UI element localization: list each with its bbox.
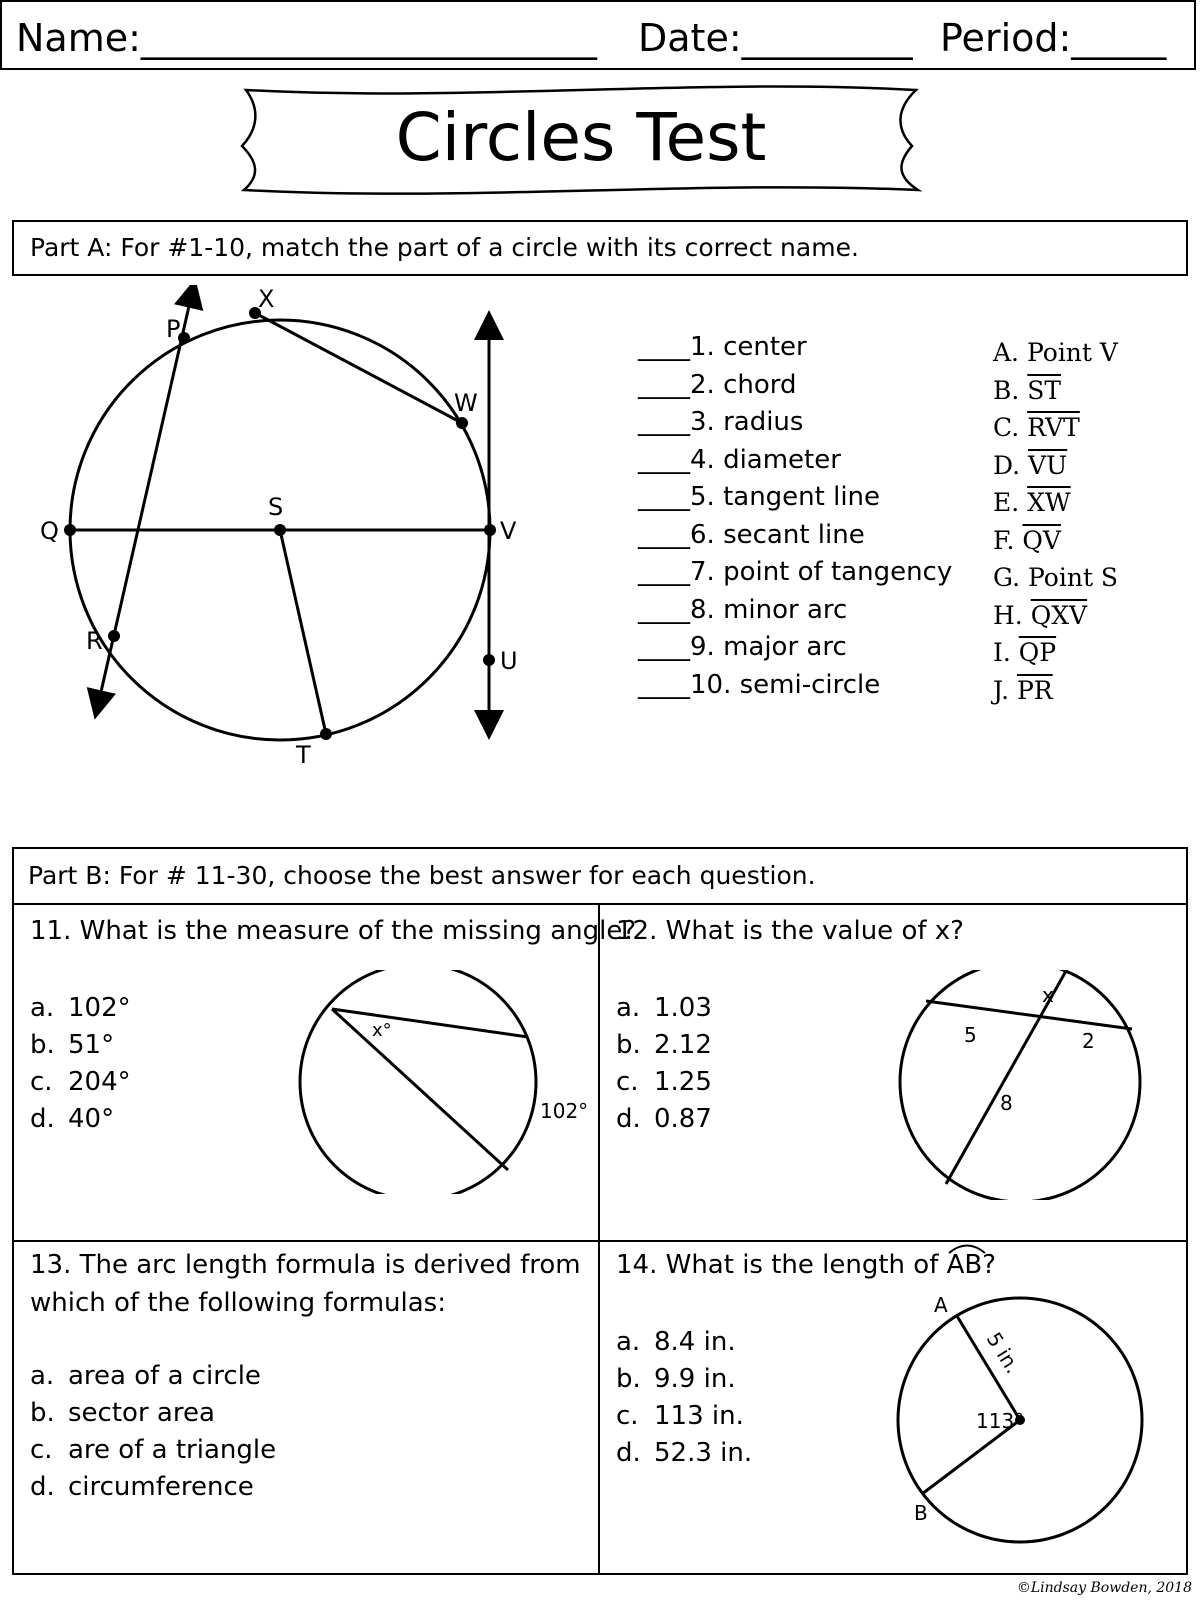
q12-question: 12. What is the value of x? xyxy=(616,916,964,946)
matching-item[interactable]: ____8. minor arc xyxy=(638,594,848,625)
matching-item[interactable]: ____1. center xyxy=(638,332,807,362)
q13-question-line1: 13. The arc length formula is derived from xyxy=(30,1250,581,1280)
matching-item[interactable]: ____6. secant line xyxy=(638,519,865,550)
answer-option[interactable]: b. 2.12 xyxy=(616,1030,712,1060)
answer-option[interactable]: d. 0.87 xyxy=(616,1104,712,1134)
q11-chord-1 xyxy=(332,1009,528,1037)
q11-question: 11. What is the measure of the missing angle? xyxy=(30,916,637,946)
point-v xyxy=(484,524,496,536)
matching-choice: A. Point V xyxy=(993,338,1118,367)
answer-option[interactable]: a. 8.4 in. xyxy=(616,1327,736,1357)
answer-option[interactable]: d. circumference xyxy=(30,1472,254,1502)
matching-item[interactable]: ____5. tangent line xyxy=(638,482,881,512)
label-p: P xyxy=(166,315,181,343)
q14-angle-label: 113° xyxy=(976,1409,1025,1433)
label-u: U xyxy=(500,647,518,675)
answer-option[interactable]: b. 51° xyxy=(30,1030,115,1060)
title-banner xyxy=(236,84,926,196)
q12-label-5: 5 xyxy=(964,1023,977,1047)
answer-option[interactable]: a. area of a circle xyxy=(30,1361,261,1391)
answer-option[interactable]: b. sector area xyxy=(30,1398,215,1428)
answer-option[interactable]: c. 113 in. xyxy=(616,1401,744,1431)
label-t: T xyxy=(296,741,311,769)
matching-choice: H. $\overline{QXV}$ xyxy=(993,600,1088,630)
label-q: Q xyxy=(40,517,59,545)
answer-option[interactable]: c. are of a triangle xyxy=(30,1435,277,1465)
q14-arc-notation: AB xyxy=(947,1246,983,1284)
point-w xyxy=(456,417,468,429)
matching-choice: E. $\overline{XW}$ xyxy=(993,488,1071,517)
q11-circle xyxy=(300,970,536,1194)
matching-item[interactable]: ____2. chord xyxy=(638,369,797,400)
q14-diagram xyxy=(890,1290,1150,1550)
matching-choice: F. $\overline{QV}$ xyxy=(993,525,1061,555)
matching-choice: C. $\overline{RVT}$ xyxy=(993,413,1080,442)
matching-choice: J. $\overline{PR}$ xyxy=(993,675,1053,705)
q14-question-prefix: 14. What is the length of xyxy=(616,1250,947,1280)
label-v: V xyxy=(500,517,517,545)
copyright-notice: ©Lindsay Bowden, 2018 xyxy=(1016,1580,1192,1596)
q11-chord-2 xyxy=(332,1009,508,1170)
arc-mark-icon xyxy=(947,1242,987,1254)
answer-option[interactable]: c. 1.25 xyxy=(616,1067,712,1097)
part-a-instructions: Part A: For #1-10, match the part of a circle with its correct name. xyxy=(12,220,1188,276)
q14-label-a: A xyxy=(934,1293,948,1317)
q14-radius-label: 5 in. xyxy=(981,1327,1026,1378)
answer-option[interactable]: d. 40° xyxy=(30,1104,115,1134)
answer-option[interactable]: a. 102° xyxy=(30,993,131,1023)
answer-option[interactable]: d. 52.3 in. xyxy=(616,1438,753,1468)
radius-st xyxy=(280,530,326,734)
part-b-instructions: Part B: For # 11-30, choose the best answer for each question. xyxy=(12,847,1188,905)
period-field[interactable]: Period:_____ xyxy=(940,16,1167,60)
q12-label-x: x xyxy=(1042,983,1054,1007)
matching-item[interactable]: ____3. radius xyxy=(638,407,804,437)
answer-option[interactable]: a. 1.03 xyxy=(616,993,712,1023)
matching-choice: D. $\overline{VU}$ xyxy=(993,450,1068,480)
point-r xyxy=(108,630,120,642)
label-w: W xyxy=(454,389,478,417)
matching-item[interactable]: ____7. point of tangency xyxy=(638,557,953,587)
q11-arc-label: 102° xyxy=(540,1099,589,1123)
q12-label-2: 2 xyxy=(1082,1029,1095,1053)
matching-item[interactable]: ____4. diameter xyxy=(638,444,841,475)
page-title: Circles Test xyxy=(395,99,767,176)
answer-option[interactable]: c. 204° xyxy=(30,1067,131,1097)
row-divider xyxy=(12,1240,1188,1242)
label-r: R xyxy=(86,627,103,655)
matching-item[interactable]: ____9. major arc xyxy=(638,632,847,662)
q14-question-suffix: ? xyxy=(982,1250,997,1280)
q13-question-line2: which of the following formulas: xyxy=(30,1288,446,1318)
point-t xyxy=(320,728,332,740)
matching-choice: G. Point S xyxy=(993,563,1119,592)
q11-diagram xyxy=(296,970,596,1194)
q14-question xyxy=(616,1246,996,1284)
point-u xyxy=(483,654,495,666)
matching-choice: B. $\overline{ST}$ xyxy=(993,375,1062,405)
label-s: S xyxy=(268,493,284,521)
q12-circle xyxy=(900,970,1140,1200)
chord-xw xyxy=(255,313,462,423)
point-s xyxy=(274,524,286,536)
matching-choice: I. $\overline{QP}$ xyxy=(993,638,1057,667)
q11-angle-label: x° xyxy=(372,1020,392,1041)
secant-line-pr xyxy=(98,293,192,705)
q12-diagram xyxy=(898,970,1148,1200)
answer-option[interactable]: b. 9.9 in. xyxy=(616,1364,736,1394)
header-bar xyxy=(0,0,1196,70)
q12-label-8: 8 xyxy=(1000,1091,1013,1115)
label-x: X xyxy=(258,285,275,313)
part-a-circle-diagram xyxy=(30,285,570,785)
point-q xyxy=(64,524,76,536)
q12-chord-1 xyxy=(926,1001,1132,1029)
matching-item[interactable]: ____10. semi-circle xyxy=(638,669,881,700)
q14-label-b: B xyxy=(914,1501,928,1525)
name-field[interactable]: Name:________________________ xyxy=(16,16,597,60)
date-field[interactable]: Date:_________ xyxy=(638,16,913,60)
